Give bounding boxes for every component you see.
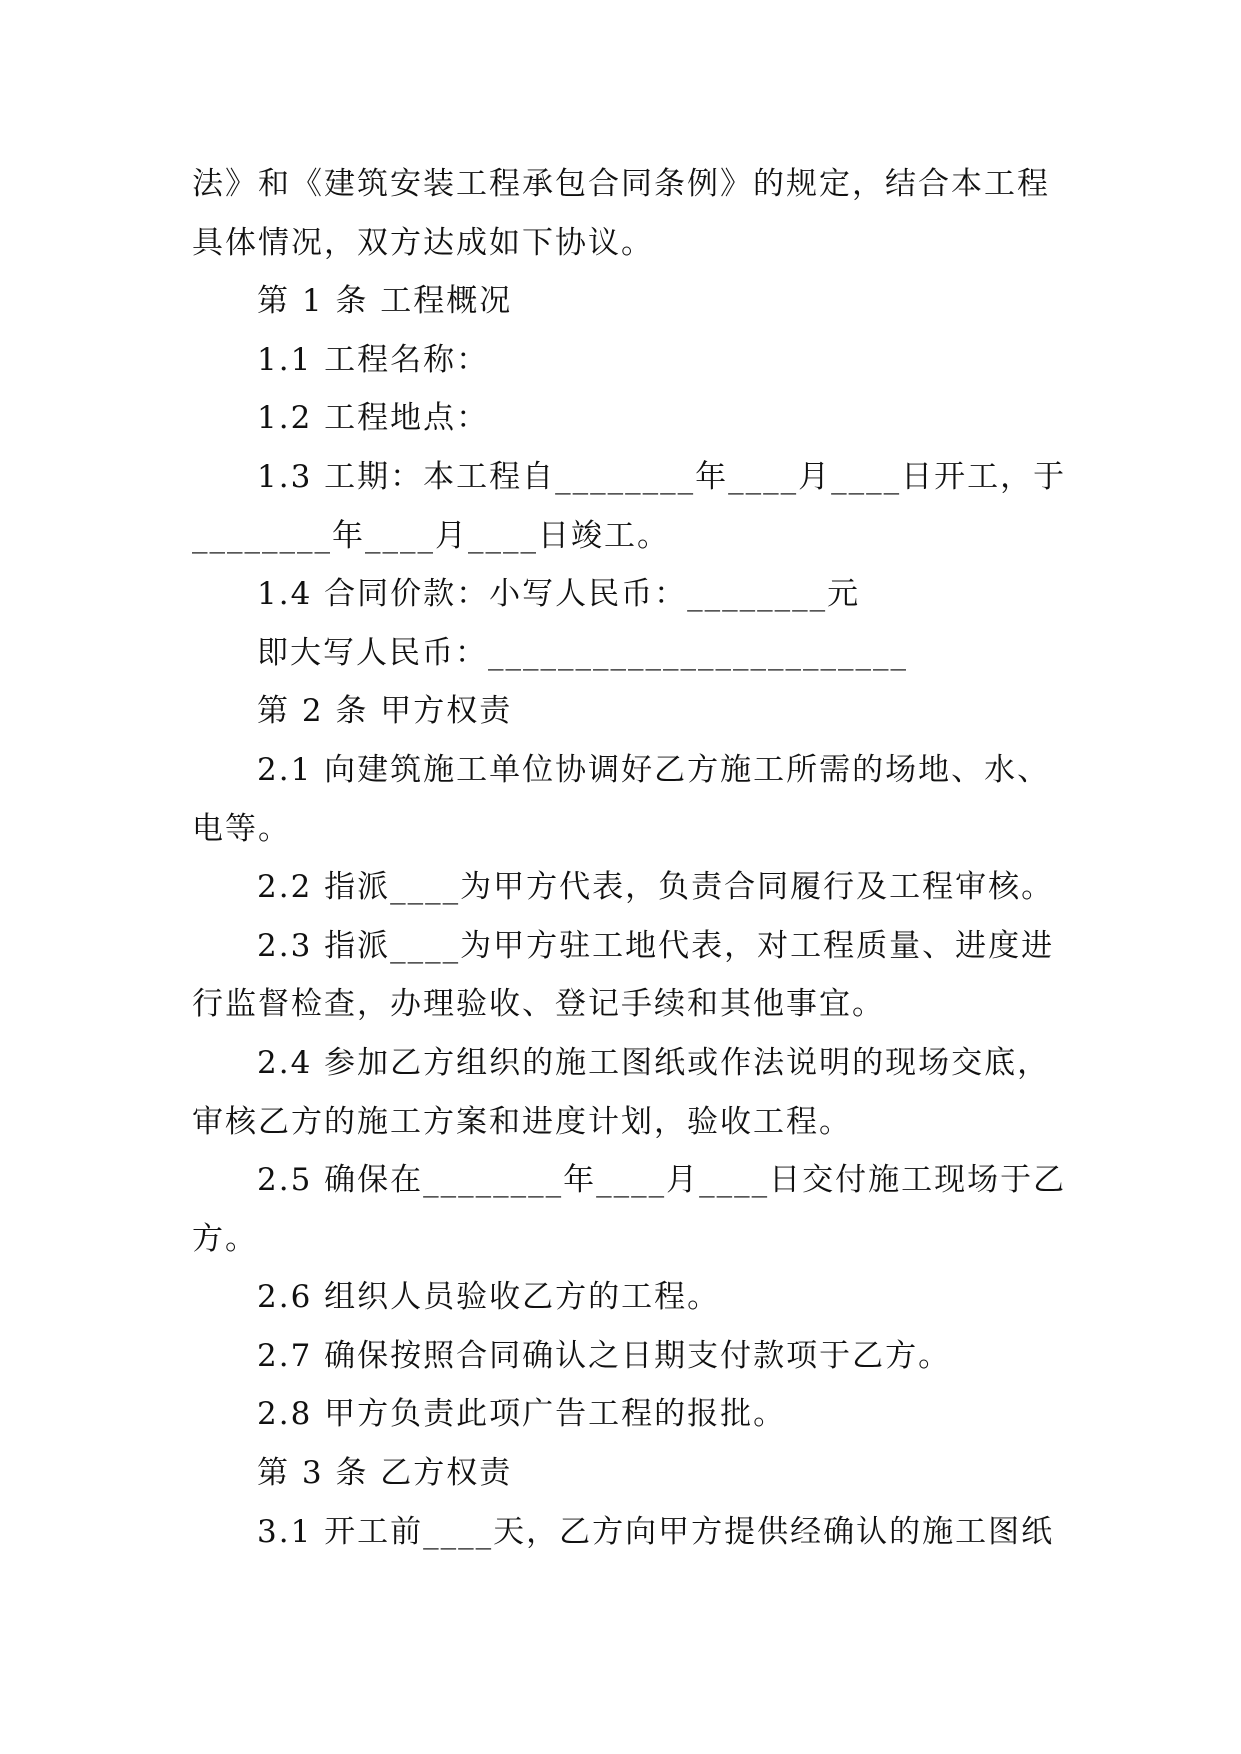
clause-line: 1.1 工程名称： — [257, 341, 490, 378]
paragraph-line: 审核乙方的施工方案和进度计划，验收工程。 — [192, 1103, 852, 1140]
clause-line: 2.8 甲方负责此项广告工程的报批。 — [257, 1396, 787, 1433]
clause-line: 1.2 工程地点： — [257, 400, 490, 437]
document-body — [192, 155, 1067, 1561]
paragraph-line: 方。 — [192, 1220, 258, 1257]
paragraph-line: 电等。 — [192, 810, 291, 847]
clause-line: 2.2 指派____为甲方代表，负责合同履行及工程审核。 — [257, 869, 1055, 906]
section-heading: 第 1 条 工程概况 — [257, 283, 513, 320]
clause-line: 2.1 向建筑施工单位协调好乙方施工所需的场地、水、 — [257, 751, 1051, 788]
clause-line: 1.4 合同价款：小写人民币：________元 — [257, 576, 861, 613]
clause-line: 3.1 开工前____天，乙方向甲方提供经确认的施工图纸 — [257, 1513, 1055, 1550]
clause-line: 2.5 确保在________年____月____日交付施工现场于乙 — [257, 1162, 1067, 1199]
clause-line: 2.3 指派____为甲方驻工地代表，对工程质量、进度进 — [257, 927, 1055, 964]
paragraph-line: 具体情况，双方达成如下协议。 — [192, 224, 654, 261]
clause-line: 2.6 组织人员验收乙方的工程。 — [257, 1279, 721, 1316]
paragraph-line: ________年____月____日竣工。 — [192, 517, 670, 554]
clause-line: 1.3 工期：本工程自________年____月____日开工，于 — [257, 458, 1067, 495]
paragraph-line: 法》和《建筑安装工程承包合同条例》的规定，结合本工程 — [192, 166, 1050, 202]
clause-line: 2.4 参加乙方组织的施工图纸或作法说明的现场交底， — [257, 1044, 1051, 1081]
clause-line: 即大写人民币：________________________ — [257, 634, 908, 671]
paragraph-line: 行监督检查，办理验收、登记手续和其他事宜。 — [192, 986, 885, 1023]
section-heading: 第 2 条 甲方权责 — [257, 693, 513, 730]
clause-line: 2.7 确保按照合同确认之日期支付款项于乙方。 — [257, 1337, 952, 1374]
section-heading: 第 3 条 乙方权责 — [257, 1455, 513, 1492]
